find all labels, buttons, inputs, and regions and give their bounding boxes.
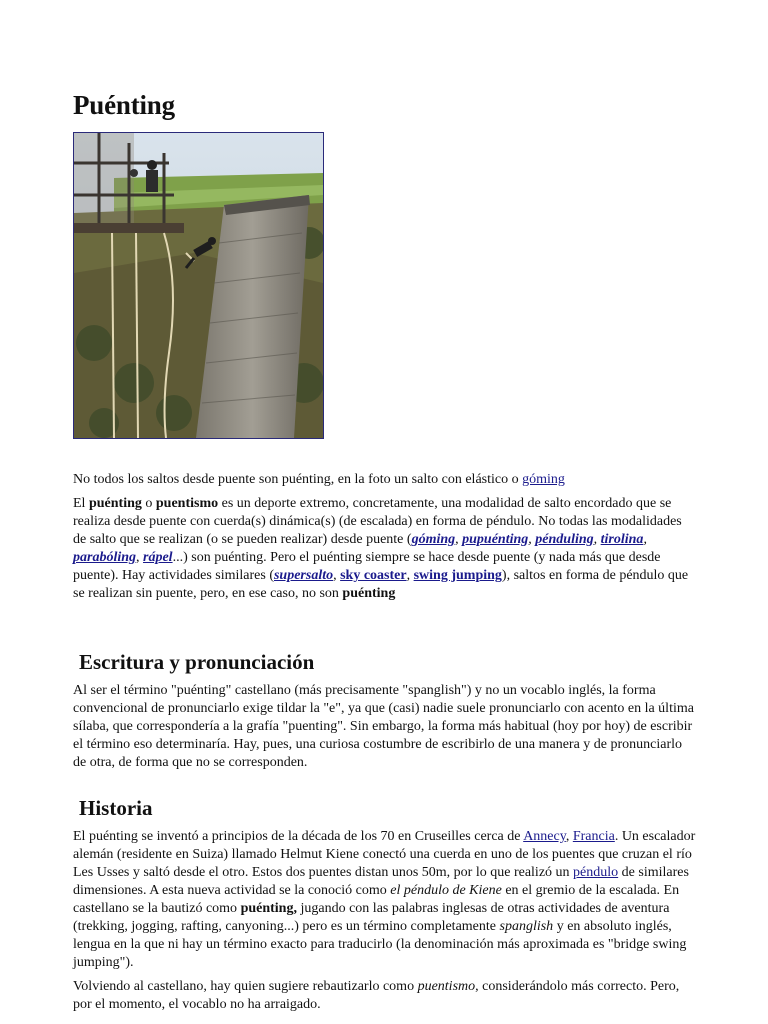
intro-text-5: ), saltos en forma de péndulo que se realizan sin puente, pero, en ese caso, no son bbox=[73, 568, 689, 601]
intro-paragraph: El puénting o puentismo es un deporte extremo, concretamente, una modalidad de salto encordado que se realiza desde puente con cuerda(s) dinámica(s) (de escalada) en forma de péndulo. No todas las modalidades de salto que se realizan (o se pueden realizar) desde puente (góming, pupuénting, pénduling, tirolina, parabóling, rápel...) son puénting. Pero el puénting siempre se hace desde puente (y nada más que desde puente). Hay actividades similares (supersalto, sky coaster, swing jumping), saltos en forma de péndulo que se realizan sin puente, pero, en ese caso, no son puénting bbox=[73, 496, 689, 601]
caption-text: No todos los saltos desde puente son puénting, en la foto un salto con elástico o bbox=[73, 472, 523, 487]
link-pendulo[interactable]: péndulo bbox=[573, 865, 619, 880]
historia-text-2: , bbox=[565, 829, 573, 844]
historia-text-4: de similares dimensiones. A esta nueva actividad se la conoció como bbox=[73, 865, 689, 898]
historia2-text-2: , considerándolo más correcto. Pero, por el momento, el vocablo no ha arraigado. bbox=[73, 979, 680, 1012]
caption-link-goming[interactable]: góming bbox=[522, 472, 565, 487]
page-title: Puénting bbox=[73, 90, 175, 120]
link-francia[interactable]: Francia bbox=[572, 829, 615, 844]
intro-text-4: ...) son puénting. Pero el puénting siempre se hace desde puente (y nada más que desde puente). Hay actividades similares ( bbox=[73, 550, 661, 583]
historia2-text-1: Volviendo al castellano, hay quien sugiere rebautizarlo como bbox=[73, 979, 418, 994]
link-goming[interactable]: góming bbox=[411, 532, 456, 547]
link-supersalto[interactable]: supersalto bbox=[273, 568, 334, 583]
section-heading-escritura: Escritura y pronunciación bbox=[79, 650, 315, 674]
intro-bold-puentismo: puentismo bbox=[155, 496, 219, 511]
photo-caption bbox=[73, 471, 565, 488]
bridge-jump-photo bbox=[73, 132, 324, 439]
link-penduling[interactable]: pénduling bbox=[535, 532, 594, 547]
link-paraboling[interactable]: parabóling bbox=[73, 550, 137, 565]
historia-text-1: El puénting se inventó a principios de la década de los 70 en Cruseilles cerca de bbox=[73, 829, 524, 844]
intro-text-2: o bbox=[141, 496, 156, 511]
link-swing-jumping[interactable]: swing jumping bbox=[413, 568, 502, 583]
historia-italic-pendulo-kiene: el péndulo de Kiene bbox=[390, 883, 502, 898]
bridge-photo-illustration bbox=[74, 133, 323, 438]
historia-text-7: y en absoluto inglés, lengua en la que ni hay un término exacto para traducirlo (la denominación más aproximada es "bridge swing jumping"). bbox=[73, 919, 687, 970]
link-sky-coaster[interactable]: sky coaster bbox=[340, 568, 407, 583]
historia-paragraph-2 bbox=[73, 978, 698, 1014]
intro-bold-puenting-end: puénting bbox=[342, 586, 396, 601]
intro-bold-puenting: puénting bbox=[88, 496, 142, 511]
historia-text-6: jugando con las palabras inglesas de otras actividades de aventura (trekking, jogging, rafting, canyoning...) pero es un término completamente bbox=[73, 901, 670, 934]
historia-bold-puenting: puénting, bbox=[240, 901, 297, 916]
section-heading-historia: Historia bbox=[79, 796, 153, 820]
link-pupuenting[interactable]: pupuénting bbox=[462, 532, 529, 547]
historia-paragraph-1 bbox=[73, 828, 698, 972]
link-rappel[interactable]: rápel bbox=[143, 550, 173, 565]
intro-text-3: es un deporte extremo, concretamente, una modalidad de salto encordado que se realiza desde puente con cuerda(s) dinámica(s) (de escalada) en forma de péndulo. No todas las modalidades de salto que se realizan (o se pueden realizar) desde puente ( bbox=[73, 496, 682, 547]
escritura-paragraph: Al ser el término "puénting" castellano (más precisamente "spanglish") y no un vocablo inglés, la forma convencional de pronunciarlo exige tildar la "e", ya que (casi) nadie suele pronunciarlo con acento en la última sílaba, que correspondería a la grafía "puenting". Sin embargo, la forma más habitual (hoy por hoy) de escribir el término eso determinaría. Hay, pues, una curiosa costumbre de escribirlo de una manera y de pronunciarlo de otra, de forma que no se corresponden. bbox=[73, 683, 694, 770]
intro-text-1: El bbox=[73, 496, 89, 511]
historia-text-5: en el gremio de la escalada. En castellano se la bautizó como bbox=[73, 883, 680, 916]
link-annecy[interactable]: Annecy bbox=[523, 829, 566, 844]
link-tirolina[interactable]: tirolina bbox=[600, 532, 644, 547]
historia2-italic-puentismo: puentismo bbox=[417, 979, 476, 994]
historia-text-3: . Un escalador alemán (residente en Suiza) llamado Helmut Kiene conectó una cuerda en uno de los puentes que cruzan el río Les Usses y saltó desde el otro. Estos dos puentes distan unos 50m, por lo que realizó un bbox=[73, 829, 696, 880]
historia-italic-spanglish: spanglish bbox=[499, 919, 554, 934]
